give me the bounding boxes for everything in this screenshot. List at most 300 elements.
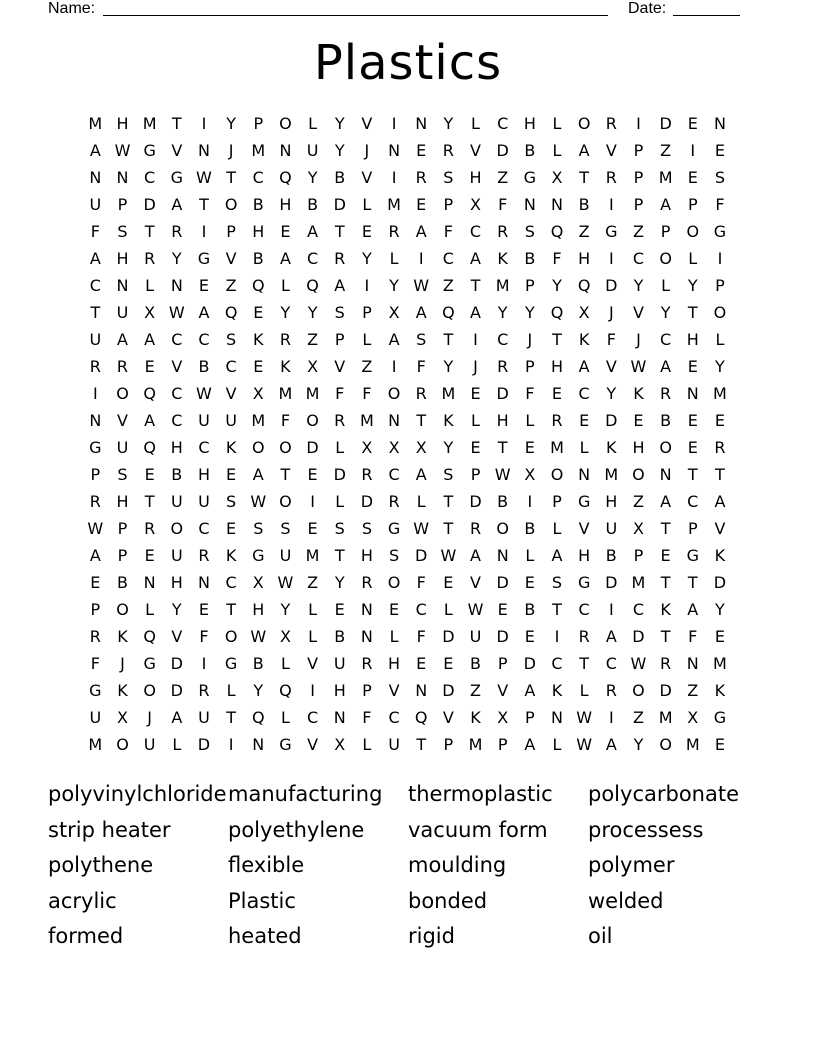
grid-letter: P bbox=[117, 519, 128, 538]
grid-row bbox=[82, 704, 742, 731]
grid-letter: G bbox=[686, 546, 700, 565]
grid-letter: N bbox=[360, 627, 374, 646]
grid-letter: S bbox=[551, 573, 563, 592]
word-bank-item: formed bbox=[48, 924, 124, 948]
grid-letter: T bbox=[334, 222, 346, 241]
grid-letter: N bbox=[686, 654, 700, 673]
grid-letter: X bbox=[470, 195, 482, 214]
grid-letter: O bbox=[496, 519, 510, 538]
grid-letter: O bbox=[279, 492, 293, 511]
grid-letter: U bbox=[198, 708, 211, 727]
grid-letter: R bbox=[605, 681, 618, 700]
grid-letter: I bbox=[310, 492, 316, 511]
grid-letter: N bbox=[551, 195, 564, 214]
grid-letter: R bbox=[89, 492, 102, 511]
grid-letter: H bbox=[252, 222, 265, 241]
grid-letter: O bbox=[387, 384, 401, 403]
grid-letter: I bbox=[391, 168, 397, 187]
grid-letter: S bbox=[117, 222, 129, 241]
grid-letter: E bbox=[579, 411, 590, 430]
grid-letter: Z bbox=[632, 708, 645, 727]
grid-letter: T bbox=[416, 735, 427, 754]
grid-letter: I bbox=[608, 195, 615, 214]
grid-letter: C bbox=[605, 654, 618, 673]
grid-letter: S bbox=[253, 519, 264, 538]
grid-letter: A bbox=[415, 465, 428, 484]
grid-letter: S bbox=[443, 168, 454, 187]
grid-letter: P bbox=[633, 195, 644, 214]
grid-letter: F bbox=[498, 195, 508, 214]
grid-letter: O bbox=[279, 438, 293, 457]
grid-letter: L bbox=[362, 735, 372, 754]
grid-letter: I bbox=[690, 141, 696, 160]
grid-letter: R bbox=[605, 168, 618, 187]
grid-letter: R bbox=[605, 114, 618, 133]
grid-letter: A bbox=[605, 627, 618, 646]
grid-letter: S bbox=[443, 465, 454, 484]
grid-letter: T bbox=[416, 411, 427, 430]
grid-letter: N bbox=[686, 384, 700, 403]
grid-letter: B bbox=[116, 573, 129, 592]
grid-letter: P bbox=[497, 735, 508, 754]
grid-letter: M bbox=[604, 465, 619, 484]
grid-letter: R bbox=[497, 357, 509, 376]
grid-letter: I bbox=[418, 249, 425, 268]
word-bank-item: polythene bbox=[48, 853, 154, 877]
grid-letter: X bbox=[361, 438, 373, 457]
grid-letter: P bbox=[715, 276, 726, 295]
grid-letter: I bbox=[608, 600, 615, 619]
grid-letter: U bbox=[89, 330, 102, 349]
grid-letter: B bbox=[252, 654, 265, 673]
grid-letter: P bbox=[226, 222, 237, 241]
grid-letter: M bbox=[631, 573, 646, 592]
grid-letter: X bbox=[578, 303, 591, 322]
grid-row bbox=[82, 488, 742, 515]
grid-letter: Q bbox=[550, 222, 564, 241]
grid-letter: K bbox=[578, 330, 590, 349]
grid-letter: H bbox=[333, 681, 347, 700]
grid-letter: I bbox=[364, 276, 370, 295]
word-bank-item: Plastic bbox=[228, 888, 296, 913]
grid-letter: G bbox=[170, 168, 184, 187]
grid-letter: H bbox=[550, 357, 564, 376]
grid-letter: P bbox=[525, 276, 536, 295]
grid-row bbox=[82, 515, 742, 542]
grid-letter: B bbox=[334, 168, 346, 187]
grid-letter: V bbox=[361, 114, 373, 133]
name-blank-line bbox=[103, 0, 608, 16]
grid-row bbox=[82, 677, 742, 704]
grid-letter: L bbox=[335, 438, 345, 457]
grid-letter: H bbox=[632, 438, 645, 457]
grid-letter: I bbox=[391, 114, 397, 133]
grid-letter: Y bbox=[226, 114, 237, 133]
word-bank-item: flexible bbox=[228, 853, 305, 877]
grid-letter: X bbox=[252, 573, 265, 592]
grid-letter: R bbox=[116, 357, 129, 376]
grid-letter: S bbox=[226, 492, 237, 511]
grid-row bbox=[82, 218, 742, 245]
grid-letter: O bbox=[224, 627, 238, 646]
word-bank-item: polyethylene bbox=[228, 817, 365, 842]
word-bank bbox=[48, 778, 788, 956]
grid-letter: L bbox=[443, 600, 454, 619]
grid-letter: M bbox=[305, 384, 320, 403]
grid-letter: B bbox=[660, 411, 672, 430]
word-bank-item: polyvinylchloride bbox=[48, 782, 227, 806]
grid-letter: R bbox=[388, 492, 401, 511]
grid-letter: C bbox=[225, 357, 238, 376]
grid-letter: E bbox=[280, 222, 291, 241]
grid-letter: H bbox=[496, 411, 510, 430]
grid-letter: D bbox=[197, 735, 211, 754]
grid-letter: V bbox=[714, 519, 726, 538]
grid-letter: E bbox=[388, 600, 400, 619]
grid-letter: E bbox=[443, 654, 454, 673]
grid-letter: T bbox=[144, 222, 156, 241]
grid-letter: U bbox=[116, 438, 129, 457]
grid-letter: V bbox=[225, 384, 238, 403]
word-bank-item: moulding bbox=[408, 853, 507, 877]
grid-letter: N bbox=[197, 141, 211, 160]
grid-letter: F bbox=[552, 249, 563, 268]
word-bank-item: acrylic bbox=[48, 888, 117, 913]
grid-letter: I bbox=[608, 249, 615, 268]
grid-letter: G bbox=[577, 573, 591, 592]
grid-letter: E bbox=[416, 141, 427, 160]
grid-letter: P bbox=[443, 735, 454, 754]
grid-letter: G bbox=[89, 438, 103, 457]
grid-letter: L bbox=[552, 735, 562, 754]
grid-letter: I bbox=[310, 681, 316, 700]
grid-letter: H bbox=[578, 249, 591, 268]
grid-letter: E bbox=[226, 465, 237, 484]
grid-letter: X bbox=[524, 465, 536, 484]
grid-letter: L bbox=[335, 492, 345, 511]
grid-letter: Y bbox=[524, 303, 536, 322]
grid-letter: S bbox=[524, 222, 536, 241]
grid-letter: R bbox=[578, 627, 591, 646]
grid-letter: Y bbox=[362, 249, 373, 268]
grid-letter: B bbox=[307, 195, 319, 214]
grid-letter: E bbox=[524, 573, 536, 592]
grid-letter: K bbox=[280, 357, 292, 376]
grid-letter: D bbox=[605, 573, 618, 592]
grid-letter: L bbox=[688, 249, 698, 268]
grid-letter: T bbox=[443, 330, 454, 349]
grid-letter: A bbox=[252, 465, 265, 484]
grid-letter: P bbox=[117, 546, 128, 565]
grid-letter: N bbox=[116, 276, 129, 295]
grid-letter: R bbox=[660, 384, 672, 403]
grid-letter: O bbox=[116, 600, 130, 619]
grid-letter: P bbox=[443, 195, 454, 214]
grid-letter: Z bbox=[497, 168, 509, 187]
grid-letter: O bbox=[116, 735, 130, 754]
grid-letter: U bbox=[89, 195, 102, 214]
word-bank-item: welded bbox=[588, 888, 664, 913]
grid-letter: C bbox=[469, 222, 482, 241]
grid-letter: M bbox=[685, 735, 701, 754]
grid-letter: Y bbox=[715, 600, 726, 619]
grid-letter: U bbox=[198, 492, 211, 511]
grid-letter: L bbox=[226, 681, 237, 700]
grid-letter: Z bbox=[578, 222, 591, 241]
grid-letter: A bbox=[660, 195, 672, 214]
grid-letter: H bbox=[197, 465, 211, 484]
grid-letter: U bbox=[333, 654, 347, 673]
grid-letter: Z bbox=[361, 357, 373, 376]
grid-letter: R bbox=[415, 384, 428, 403]
grid-letter: A bbox=[524, 681, 536, 700]
grid-letter: M bbox=[251, 141, 266, 160]
grid-letter: E bbox=[307, 465, 319, 484]
word-search-grid bbox=[82, 110, 742, 758]
grid-letter: C bbox=[497, 114, 509, 133]
grid-letter: N bbox=[360, 600, 374, 619]
grid-letter: B bbox=[524, 519, 536, 538]
grid-letter: D bbox=[333, 195, 347, 214]
grid-letter: S bbox=[334, 303, 346, 322]
header-fields bbox=[48, 0, 748, 20]
grid-letter: G bbox=[523, 168, 537, 187]
grid-letter: K bbox=[606, 438, 618, 457]
grid-letter: H bbox=[605, 492, 618, 511]
grid-row bbox=[82, 137, 742, 164]
word-bank-item: manufacturing bbox=[228, 782, 383, 806]
grid-letter: H bbox=[523, 114, 537, 133]
grid-letter: L bbox=[552, 141, 562, 160]
grid-letter: I bbox=[201, 114, 207, 133]
grid-letter: E bbox=[307, 519, 319, 538]
grid-letter: D bbox=[605, 411, 618, 430]
grid-letter: A bbox=[687, 600, 699, 619]
grid-letter: F bbox=[90, 222, 101, 241]
grid-letter: A bbox=[524, 735, 536, 754]
grid-letter: A bbox=[144, 330, 156, 349]
grid-letter: D bbox=[469, 492, 483, 511]
grid-letter: C bbox=[198, 438, 211, 457]
grid-letter: X bbox=[252, 384, 265, 403]
grid-letter: P bbox=[633, 546, 644, 565]
grid-letter: Z bbox=[307, 573, 319, 592]
grid-letter: L bbox=[280, 654, 291, 673]
grid-letter: F bbox=[443, 222, 454, 241]
grid-letter: L bbox=[715, 330, 725, 349]
grid-letter: E bbox=[551, 384, 563, 403]
grid-letter: E bbox=[714, 411, 726, 430]
grid-letter: R bbox=[334, 249, 346, 268]
grid-letter: M bbox=[468, 735, 483, 754]
grid-letter: X bbox=[117, 708, 129, 727]
grid-letter: C bbox=[632, 249, 645, 268]
grid-letter: E bbox=[687, 438, 699, 457]
grid-letter: I bbox=[391, 357, 397, 376]
grid-letter: Y bbox=[552, 276, 563, 295]
grid-letter: X bbox=[497, 708, 509, 727]
grid-letter: Z bbox=[470, 681, 482, 700]
grid-letter: N bbox=[197, 573, 211, 592]
grid-letter: R bbox=[144, 249, 156, 268]
grid-letter: Y bbox=[715, 357, 726, 376]
grid-letter: V bbox=[632, 303, 645, 322]
grid-letter: D bbox=[442, 627, 456, 646]
grid-letter: D bbox=[632, 627, 646, 646]
grid-letter: M bbox=[441, 384, 456, 403]
grid-letter: C bbox=[171, 384, 183, 403]
grid-letter: N bbox=[279, 141, 292, 160]
grid-letter: J bbox=[527, 330, 533, 349]
grid-letter: P bbox=[90, 600, 101, 619]
grid-letter: A bbox=[307, 222, 319, 241]
grid-letter: U bbox=[116, 303, 129, 322]
grid-letter: Y bbox=[443, 357, 454, 376]
grid-letter: D bbox=[496, 627, 510, 646]
grid-letter: T bbox=[552, 600, 563, 619]
grid-letter: K bbox=[225, 546, 237, 565]
grid-letter: D bbox=[306, 438, 320, 457]
grid-letter: V bbox=[470, 141, 482, 160]
grid-letter: D bbox=[496, 141, 510, 160]
grid-letter: E bbox=[524, 438, 536, 457]
grid-letter: M bbox=[713, 384, 728, 403]
grid-letter: T bbox=[90, 303, 101, 322]
grid-letter: W bbox=[576, 735, 593, 754]
grid-row bbox=[82, 326, 742, 353]
grid-letter: G bbox=[252, 546, 265, 565]
grid-letter: A bbox=[144, 411, 156, 430]
grid-letter: P bbox=[660, 222, 671, 241]
grid-letter: O bbox=[659, 735, 673, 754]
name-label: Name: bbox=[48, 0, 96, 17]
grid-letter: R bbox=[361, 573, 373, 592]
grid-letter: K bbox=[714, 681, 726, 700]
grid-letter: W bbox=[87, 519, 104, 538]
grid-letter: B bbox=[605, 546, 618, 565]
grid-letter: I bbox=[201, 222, 207, 241]
grid-letter: I bbox=[717, 249, 723, 268]
grid-letter: R bbox=[469, 519, 482, 538]
grid-letter: H bbox=[469, 168, 483, 187]
grid-letter: K bbox=[633, 384, 645, 403]
grid-letter: R bbox=[497, 222, 509, 241]
grid-letter: U bbox=[469, 627, 482, 646]
grid-letter: D bbox=[415, 546, 428, 565]
grid-letter: R bbox=[279, 330, 292, 349]
grid-letter: R bbox=[89, 357, 102, 376]
grid-letter: D bbox=[360, 492, 374, 511]
grid-letter: N bbox=[252, 735, 265, 754]
grid-letter: S bbox=[388, 546, 400, 565]
grid-letter: S bbox=[361, 519, 373, 538]
grid-letter: G bbox=[143, 654, 157, 673]
grid-letter: Y bbox=[280, 303, 291, 322]
grid-letter: K bbox=[551, 681, 563, 700]
grid-letter: L bbox=[308, 600, 318, 619]
grid-letter: L bbox=[308, 627, 318, 646]
grid-letter: G bbox=[713, 708, 727, 727]
grid-letter: L bbox=[416, 492, 427, 511]
grid-letter: C bbox=[415, 600, 428, 619]
grid-letter: B bbox=[524, 249, 536, 268]
grid-letter: L bbox=[552, 519, 562, 538]
grid-row bbox=[82, 623, 742, 650]
grid-letter: R bbox=[660, 654, 672, 673]
grid-letter: B bbox=[524, 141, 536, 160]
grid-letter: T bbox=[687, 465, 699, 484]
grid-letter: Y bbox=[171, 600, 183, 619]
grid-letter: E bbox=[334, 600, 346, 619]
grid-letter: A bbox=[388, 330, 401, 349]
grid-letter: A bbox=[605, 735, 618, 754]
grid-letter: H bbox=[116, 492, 129, 511]
grid-letter: A bbox=[89, 249, 102, 268]
grid-letter: Q bbox=[414, 708, 428, 727]
grid-letter: O bbox=[116, 384, 130, 403]
grid-letter: B bbox=[524, 600, 536, 619]
grid-letter: B bbox=[334, 627, 346, 646]
grid-letter: L bbox=[280, 276, 291, 295]
grid-letter: F bbox=[525, 384, 535, 403]
grid-row bbox=[82, 542, 742, 569]
grid-letter: Q bbox=[224, 303, 238, 322]
grid-letter: N bbox=[143, 573, 157, 592]
grid-letter: I bbox=[527, 492, 533, 511]
grid-letter: F bbox=[416, 573, 427, 592]
grid-letter: H bbox=[252, 600, 265, 619]
grid-letter: T bbox=[497, 438, 509, 457]
grid-letter: P bbox=[362, 303, 373, 322]
grid-letter: A bbox=[470, 249, 482, 268]
grid-letter: L bbox=[172, 735, 182, 754]
word-bank-item: thermoplastic bbox=[408, 782, 553, 806]
grid-letter: E bbox=[633, 411, 644, 430]
grid-row bbox=[82, 353, 742, 380]
grid-letter: X bbox=[279, 627, 292, 646]
grid-letter: P bbox=[253, 114, 264, 133]
grid-letter: I bbox=[228, 735, 234, 754]
grid-letter: U bbox=[279, 546, 292, 565]
grid-letter: B bbox=[252, 195, 265, 214]
grid-letter: N bbox=[551, 708, 564, 727]
grid-letter: Y bbox=[443, 438, 454, 457]
grid-letter: M bbox=[88, 735, 103, 754]
grid-letter: R bbox=[144, 519, 156, 538]
grid-letter: Z bbox=[307, 330, 319, 349]
grid-letter: Y bbox=[633, 735, 644, 754]
grid-letter: P bbox=[497, 654, 508, 673]
grid-letter: E bbox=[144, 465, 156, 484]
grid-letter: R bbox=[361, 654, 373, 673]
grid-letter: Y bbox=[280, 600, 291, 619]
grid-letter: D bbox=[170, 681, 184, 700]
grid-letter: K bbox=[443, 411, 455, 430]
grid-letter: P bbox=[525, 708, 536, 727]
grid-letter: E bbox=[714, 141, 726, 160]
grid-letter: G bbox=[197, 249, 211, 268]
grid-letter: C bbox=[632, 600, 645, 619]
grid-letter: D bbox=[143, 195, 157, 214]
grid-letter: M bbox=[359, 411, 375, 430]
grid-letter: A bbox=[171, 195, 183, 214]
grid-letter: N bbox=[713, 114, 727, 133]
grid-letter: F bbox=[199, 627, 210, 646]
grid-letter: X bbox=[388, 303, 401, 322]
grid-letter: S bbox=[226, 330, 237, 349]
grid-letter: Y bbox=[660, 303, 671, 322]
grid-letter: Z bbox=[442, 276, 455, 295]
